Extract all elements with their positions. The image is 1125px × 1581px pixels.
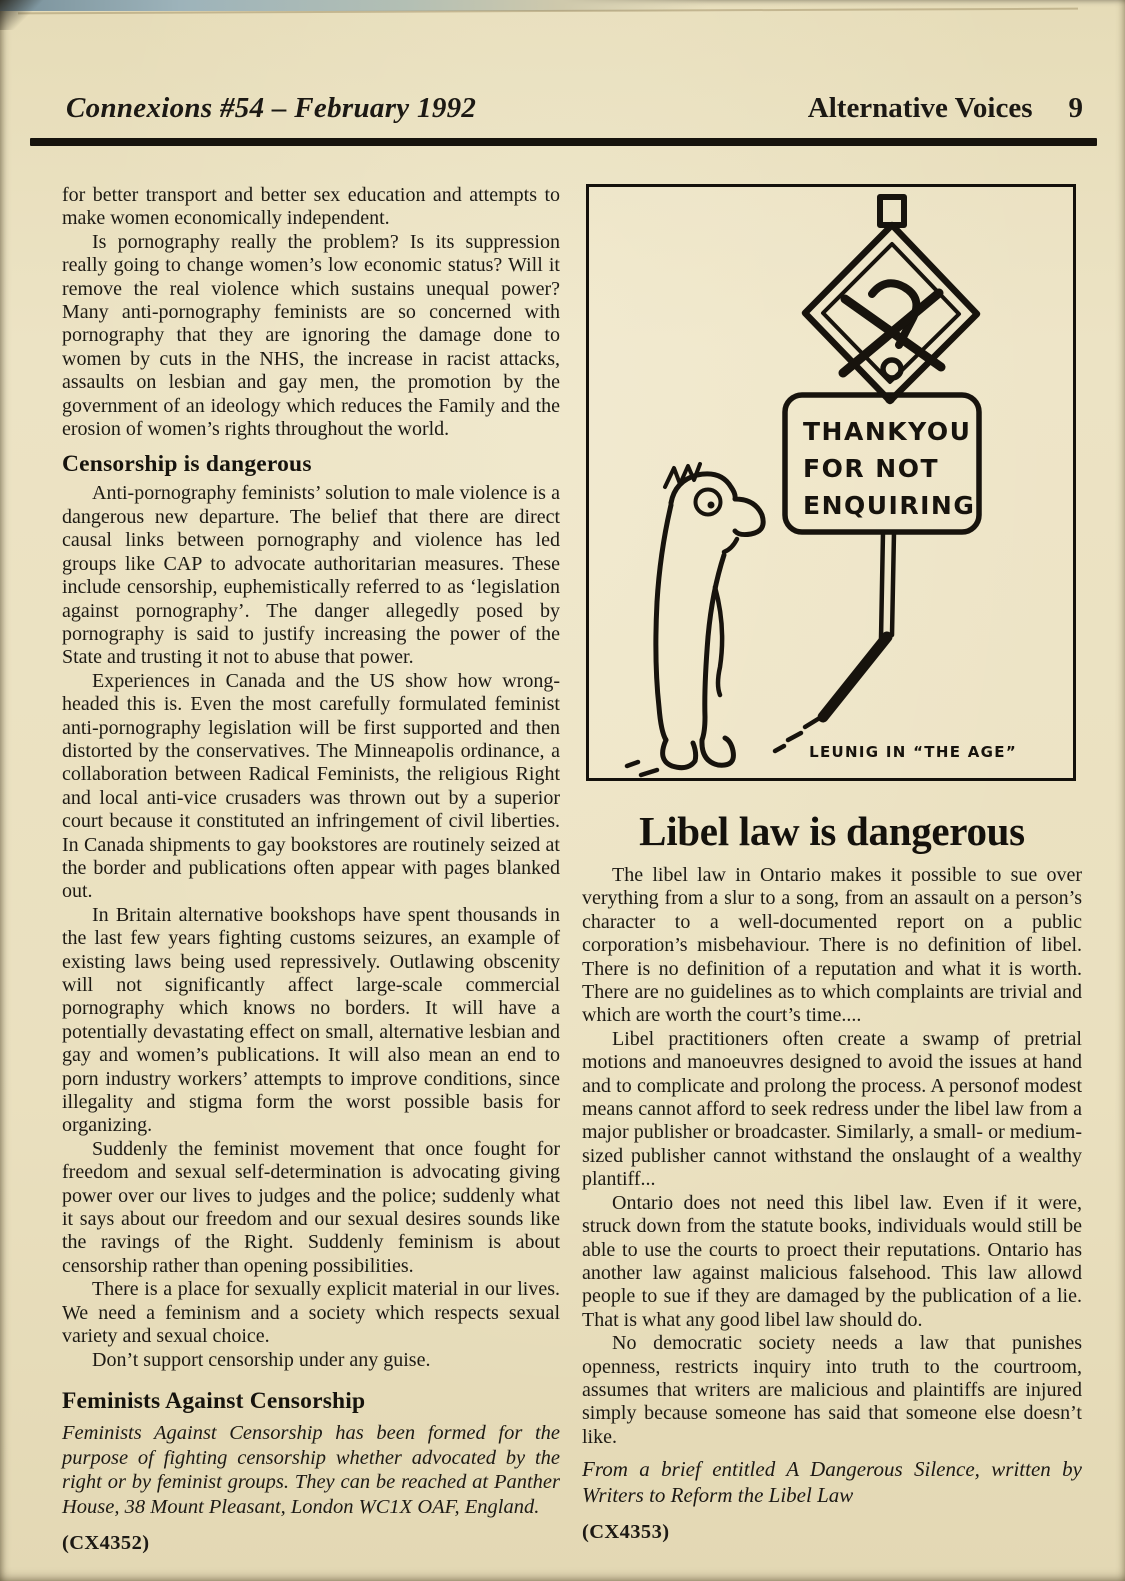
ground-dash <box>641 770 657 775</box>
page-number: 9 <box>1068 92 1083 124</box>
body-back <box>656 505 671 740</box>
paragraph: Is pornography really the problem? Is its suppression really going to change women’s low economic status? Will it remove the real violence which sustains unequal power? Many anti-pornography feminists are so concerned with pornography that they are ignoring the damage done to women by cuts in the NHS, the increase in racist attacks, assaults on lesbian and gay men, the promotion by the government of an ideology which reduces the Family and the erosion of women’s rights throughout the world. <box>62 230 560 441</box>
contact-note: Feminists Against Censorship has been formed for the purpose of fighting censorship whether advocated by the right or by feminist groups. They can be reached at Panther House, 38 Mount Pleasant, London WC1X OAF, England. <box>62 1421 560 1518</box>
sign-line: FOR NOT <box>803 454 940 483</box>
paragraph: Anti-pornography feminists’ solution to male violence is a dangerous new departure. The belief that there are direct causal links between pornography and violence has led groups like CAP to advocate authoritarian measures. These include censorship, euphemistically referred to as ‘legislation against pornography’. The danger allegedly posed by pornography is said to justify increasing the power of the State and trusting it not to abuse that power. <box>62 482 560 669</box>
paragraph: There is a place for sexually explicit material in our lives. We need a feminism and a society which respects sexual variety and sexual choice. <box>62 1278 560 1348</box>
subheading-censorship: Censorship is dangerous <box>62 451 312 478</box>
sign-line: THANKYOU <box>803 417 972 446</box>
person-figure <box>627 464 763 775</box>
resource-code-cx4353: (CX4353) <box>582 1521 670 1544</box>
section-title <box>808 92 1083 125</box>
issue-and-date: Connexions #54 – February 1992 <box>66 92 477 124</box>
leunig-cartoon-illustration <box>589 187 1073 778</box>
no-enquiring-sign-icon <box>805 225 977 404</box>
attribution-note: From a brief entitled A Dangerous Silence, written by Writers to Reform the Libel Law <box>582 1457 1082 1508</box>
paragraph: Libel practitioners often create a swamp of pretrial motions and manoeuvres designed to avoid the issues at hand and to complicate and prolong the process. A personof modest means cannot afford to seek redress under the libel law from a major publisher or broadcaster. Similarly, a small- or medium-sized publisher cannot withstand the onslaught of a wealthy plantiff... <box>582 1027 1082 1191</box>
cartoon-panel <box>586 184 1076 781</box>
left-column-article <box>62 184 560 1555</box>
sign-line: ENQUIRING <box>803 491 976 520</box>
head-and-nose <box>671 474 763 535</box>
resource-code-cx4352: (CX4352) <box>62 1532 150 1555</box>
shoe-back <box>663 740 696 768</box>
eye-icon <box>696 490 721 515</box>
shoe-front <box>702 738 733 765</box>
scan-corner-shadow <box>0 0 46 30</box>
paragraph: No democratic society needs a law that punishes openness, restricts inquiry into truth to the courtroom, assumes that writers are malicious and plaintiffs are injured simply because someone has said that someone else doesn’t like. <box>582 1332 1082 1448</box>
paragraph: Suddenly the feminist movement that once fought for freedom and sexual self-determination is advocating giving power over our lives to judges and the police; suddenly what it says about our freedom and our sexual desires sounds like the ravings of the Right. Suddenly feminism is about censorship rather than opening possibilities. <box>62 1137 560 1277</box>
section-name: Alternative Voices <box>807 92 1033 124</box>
cartoon-credit: LEUNIG IN “THE AGE” <box>809 743 1017 761</box>
ground-dash <box>627 762 638 766</box>
mouth <box>724 539 737 552</box>
paragraph: for better transport and better sex education and attempts to make women economically independent. <box>62 184 560 230</box>
paragraph: Ontario does not need this libel law. Even if it were, struck down from the statute books, individuals would still be able to use the courts to proect their reputations. Ontario has another law against malicious falsehood. This law allowd people to sue if they are damaged by the publication of a lie. That is what any good libel law should do. <box>582 1191 1082 1331</box>
article-title-libel: Libel law is dangerous <box>639 808 1025 854</box>
sign-bracket <box>880 197 904 225</box>
paragraph: Experiences in Canada and the US show how wrong-headed this is. Even the most carefully formulated feminist anti-pornography legislation will be first supported and then distorted by the conservatives. The Minneapolis ordinance, a collaboration between Radical Feminists, the religious Right and local anti-vice crusaders was thrown out by a superior court because it constituted an infringement of civil liberties. In Canada shipments to gay bookstores are routinely seized at the border and publications often appear with pages blanked out. <box>62 669 560 903</box>
sign-post <box>775 532 894 751</box>
subheading-feminists-against-censorship: Feminists Against Censorship <box>62 1387 366 1414</box>
article-columns <box>0 146 1125 1555</box>
pupil <box>708 502 715 509</box>
paragraph: The libel law in Ontario makes it possible to sue over verything from a slur to a song, from an assault on a person’s character to a well-documented report on a public corporation’s misbehaviour. There is no definition of libel. There is no definition of a reputation and what it is worth. There are no guidelines as to which complaints are trivial and which are worth the court’s time.... <box>582 864 1082 1027</box>
arm <box>715 587 722 695</box>
header-rule <box>30 138 1097 146</box>
paragraph: Don’t support censorship under any guise. <box>92 1348 431 1371</box>
thankyou-sign <box>785 395 979 532</box>
paragraph: In Britain alternative bookshops have spent thousands in the last few years fighting customs seizures, an example of existing laws being used repressively. Outlawing obscenity will not significantly affect large-scale commercial pornography which knows no borders. It will have a potentially devastating effect on small, alternative lesbian and gay and women’s publications. It will also mean an end to porn industry workers’ attempts to improve conditions, since illegality and stigma form the worst possible basis for organizing. <box>62 903 560 1137</box>
masthead <box>0 0 1125 125</box>
right-column-article <box>582 184 1082 1544</box>
